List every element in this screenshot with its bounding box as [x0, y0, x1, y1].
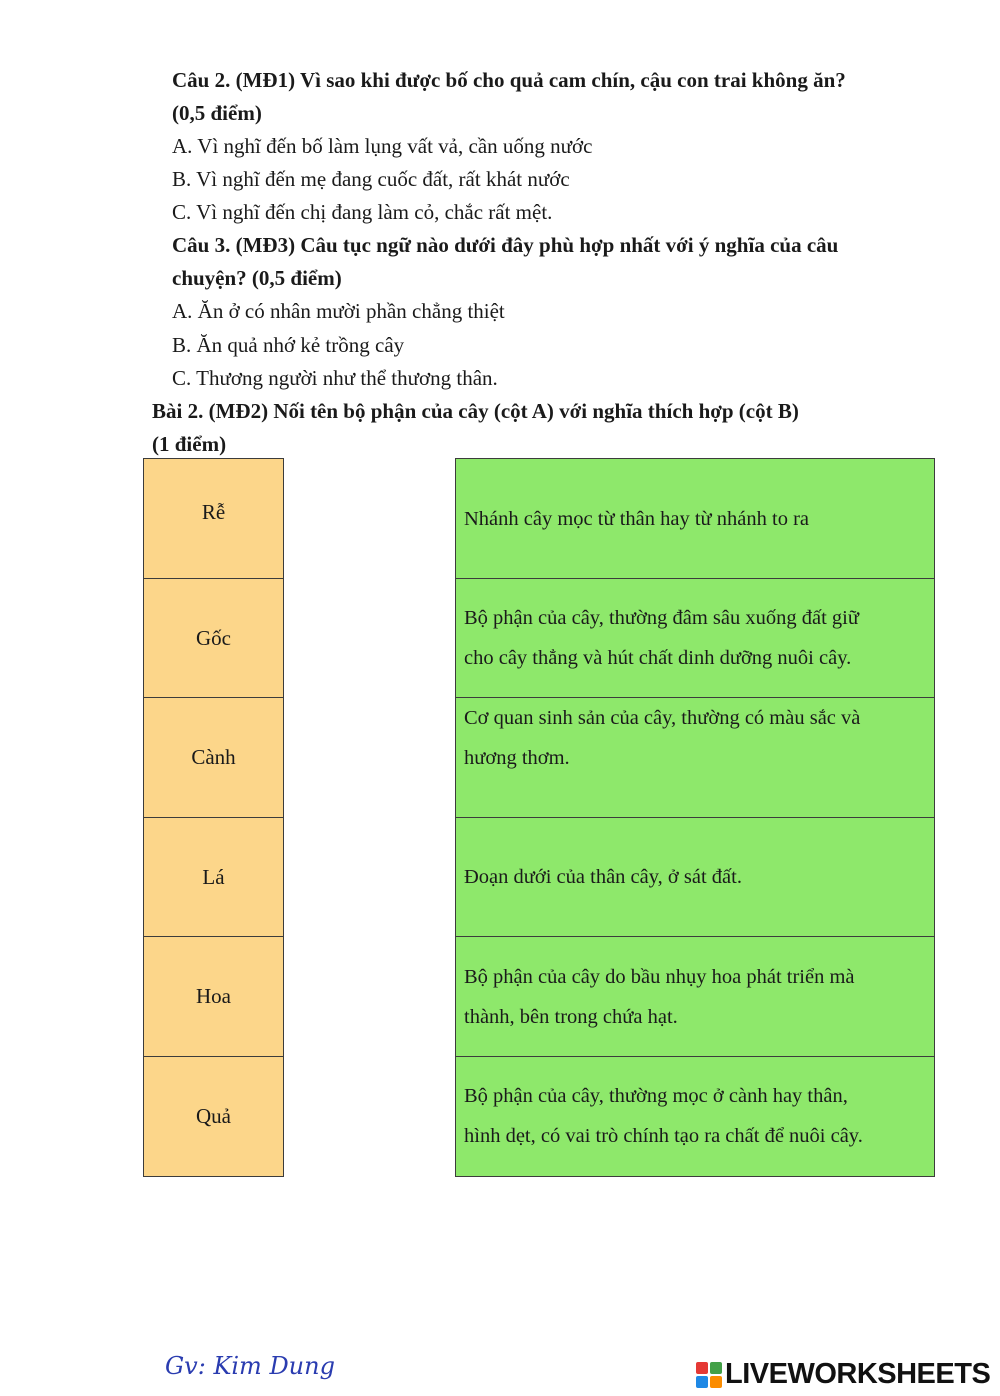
column-b-line: hương thơm. — [464, 747, 570, 769]
column-b-text — [464, 598, 859, 678]
q2-option-b: B. Vì nghĩ đến mẹ đang cuốc đất, rất khát nước — [172, 167, 570, 191]
column-b-text — [464, 957, 855, 1037]
column-a — [143, 458, 284, 1177]
column-b-text — [464, 857, 742, 897]
q3-option-c: C. Thương người như thể thương thân. — [172, 366, 498, 390]
column-b-item-3[interactable] — [455, 697, 935, 818]
column-a-item-hoa[interactable]: Hoa — [143, 936, 284, 1057]
column-b-line: cho cây thẳng và hút chất dinh dưỡng nuôi cây. — [464, 647, 852, 669]
column-b — [455, 458, 935, 1177]
column-b-item-1[interactable] — [455, 458, 935, 579]
column-b-line: Cơ quan sinh sản của cây, thường có màu sắc và — [464, 707, 861, 729]
column-b-item-4[interactable] — [455, 817, 935, 938]
column-b-line: Bộ phận của cây do bầu nhụy hoa phát triển mà — [464, 965, 855, 988]
column-b-item-6[interactable] — [455, 1056, 935, 1177]
column-a-item-la[interactable]: Lá — [143, 817, 284, 938]
column-b-item-2[interactable] — [455, 578, 935, 699]
column-a-item-re[interactable]: Rễ — [143, 458, 284, 579]
bai2-title-line2: (1 điểm) — [152, 432, 227, 456]
q2-title-line2: (0,5 điểm) — [172, 101, 262, 125]
column-b-text — [464, 698, 860, 778]
column-b-text — [464, 499, 809, 539]
q3-option-b: B. Ăn quả nhớ kẻ trồng cây — [172, 333, 405, 357]
brand-name: LIVEWORKSHEETS — [725, 1358, 991, 1390]
column-b-line: Bộ phận của cây, thường đâm sâu xuống đất giữ — [464, 607, 859, 629]
teacher-signature: Gv: Kim Dung — [165, 1352, 335, 1380]
bai2-title-line1: Bài 2. (MĐ2) Nối tên bộ phận của cây (cột A) với nghĩa thích hợp (cột B) — [152, 399, 799, 423]
q2-title-line1: Câu 2. (MĐ1) Vì sao khi được bố cho quả cam chín, cậu con trai không ăn? — [172, 68, 846, 92]
q3-option-a: A. Ăn ở có nhân mười phần chẳng thiệt — [172, 299, 505, 323]
column-b-line: Đoạn dưới của thân cây, ở sát đất. — [464, 866, 742, 888]
column-a-item-canh[interactable]: Cành — [143, 697, 284, 818]
column-b-line: Nhánh cây mọc từ thân hay từ nhánh to ra — [464, 507, 809, 530]
q2-option-c: C. Vì nghĩ đến chị đang làm cỏ, chắc rất mệt. — [172, 200, 553, 224]
q3-title-line2: chuyện? (0,5 điểm) — [172, 266, 342, 290]
column-b-item-5[interactable] — [455, 936, 935, 1057]
q3-title-line1: Câu 3. (MĐ3) Câu tục ngữ nào dưới đây phù hợp nhất với ý nghĩa của câu — [172, 233, 839, 257]
column-b-line: hình dẹt, có vai trò chính tạo ra chất để nuôi cây. — [464, 1125, 863, 1147]
column-a-item-qua[interactable]: Quả — [143, 1056, 284, 1177]
column-b-text — [464, 1076, 863, 1156]
column-b-line: Bộ phận của cây, thường mọc ở cành hay thân, — [464, 1085, 848, 1107]
column-b-line: thành, bên trong chứa hạt. — [464, 1005, 678, 1028]
liveworksheets-icon — [696, 1362, 722, 1388]
liveworksheets-logo[interactable] — [696, 1358, 990, 1391]
q2-option-a: A. Vì nghĩ đến bố làm lụng vất vả, cần uống nước — [172, 134, 593, 158]
column-a-item-goc[interactable]: Gốc — [143, 578, 284, 699]
